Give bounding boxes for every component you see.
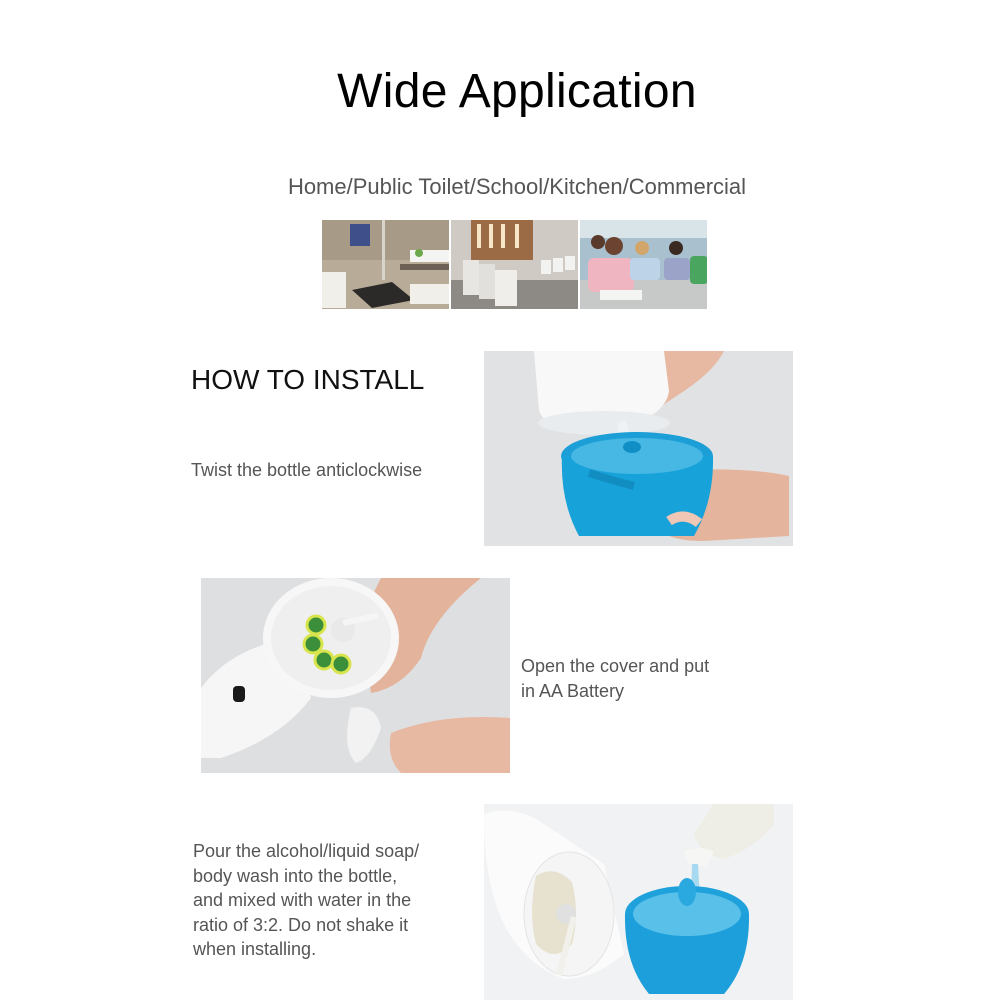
step-1-text: Twist the bottle anticlockwise	[191, 460, 423, 480]
step-3-line: and mixed with water in the	[193, 890, 412, 910]
step-3-line: body wash into the bottle,	[193, 865, 398, 886]
step-3-text	[193, 839, 419, 962]
twist-bottle-photo	[484, 351, 793, 546]
battery-install-photo	[201, 578, 510, 773]
step-3-line: Pour the alcohol/liquid soap/	[193, 841, 420, 861]
step-2-text	[521, 654, 709, 703]
application-list: Home/Public Toilet/School/Kitchen/Commercial	[287, 174, 747, 199]
step-2-text-line-1: Open the cover and put	[521, 656, 710, 676]
page-title: Wide Application	[337, 65, 697, 118]
application-image-strip	[322, 220, 707, 309]
pour-liquid-photo	[484, 804, 793, 1000]
public-toilet-photo	[451, 220, 578, 309]
school-classroom-photo	[580, 220, 707, 309]
step-2-text-line-2: in AA Battery	[521, 680, 625, 701]
step-3-line: when installing.	[193, 939, 317, 959]
step-3-line: ratio of 3:2. Do not shake it	[193, 914, 409, 935]
install-heading: HOW TO INSTALL	[191, 364, 425, 395]
bathroom-photo	[322, 220, 449, 309]
